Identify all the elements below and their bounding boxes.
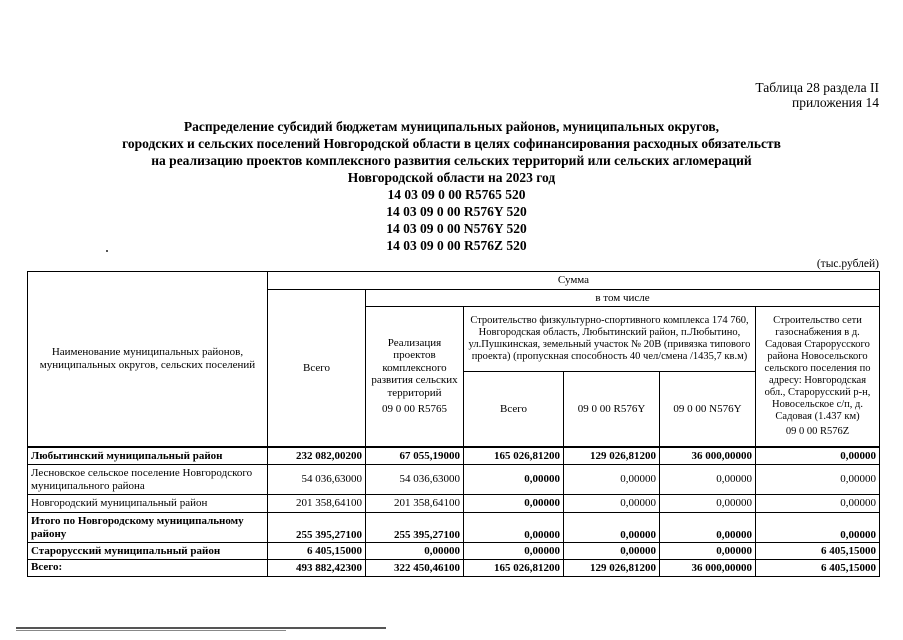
scan-speck: [106, 250, 108, 252]
document-title: [0, 118, 903, 254]
cell-value: 0,00000: [660, 513, 756, 543]
header-sport-code-1: 09 0 00 R576Y: [564, 372, 660, 447]
title-line-2: городских и сельских поселений Новгородской области в целях софинансирования расходных обязательств: [122, 136, 781, 151]
table-row: [28, 513, 880, 543]
cell-value: 129 026,81200: [564, 560, 660, 577]
cell-value: 0,00000: [464, 495, 564, 513]
cell-value: 493 882,42300: [268, 560, 366, 577]
cell-value: 0,00000: [564, 495, 660, 513]
cell-value: 0,00000: [660, 543, 756, 560]
header-sport-code-2: 09 0 00 N576Y: [660, 372, 756, 447]
caption-line-1: Таблица 28 раздела II: [755, 80, 879, 95]
cell-value: 67 055,19000: [366, 447, 464, 465]
header-sum: Сумма: [268, 272, 880, 290]
table-row: [28, 543, 880, 560]
header-gas: [756, 307, 880, 447]
header-sport: Строительство физкультурно-спортивного комплекса 174 760, Новгородская область, Любытинский район, п.Любытино, ул.Пушкинская, земельный участок № 20В (привязка типового проекта) (пропускная способность 40 чел/смена /1435,7 кв.м): [464, 307, 756, 372]
header-project: [366, 307, 464, 447]
table-row: [28, 465, 880, 495]
cell-value: 129 026,81200: [564, 447, 660, 465]
header-total: Всего: [268, 290, 366, 447]
table-row: [28, 560, 880, 577]
row-name: Итого по Новгородскому муниципальному району: [28, 513, 268, 543]
cell-value: 6 405,15000: [756, 560, 880, 577]
row-name: Старорусский муниципальный район: [28, 543, 268, 560]
cell-value: 0,00000: [464, 513, 564, 543]
cell-value: 0,00000: [756, 447, 880, 465]
header-including: в том числе: [366, 290, 880, 307]
title-line-1: Распределение субсидий бюджетам муниципальных районов, муниципальных округов,: [183, 119, 720, 134]
cell-value: 0,00000: [756, 513, 880, 543]
cell-value: 6 405,15000: [756, 543, 880, 560]
cell-value: 232 082,00200: [268, 447, 366, 465]
cell-value: 0,00000: [564, 513, 660, 543]
header-project-code: 09 0 00 R5765: [381, 403, 448, 416]
header-gas-code: 09 0 00 R576Z: [785, 425, 850, 437]
cell-value: 201 358,64100: [366, 495, 464, 513]
bottom-rule: [16, 627, 386, 629]
header-project-label: Реализация проектов комплексного развития сельских территорий: [371, 336, 458, 399]
cell-value: 0,00000: [564, 543, 660, 560]
cell-value: 0,00000: [464, 465, 564, 495]
budget-code-4: 14 03 09 0 00 R576Z 520: [386, 238, 527, 253]
cell-value: 6 405,15000: [268, 543, 366, 560]
cell-value: 54 036,63000: [366, 465, 464, 495]
title-line-4: Новгородской области на 2023 год: [347, 170, 556, 185]
cell-value: 255 395,27100: [366, 513, 464, 543]
cell-value: 0,00000: [660, 495, 756, 513]
cell-value: 0,00000: [756, 495, 880, 513]
row-name: Всего:: [28, 560, 268, 577]
budget-code-2: 14 03 09 0 00 R576Y 520: [386, 204, 527, 219]
cell-value: 165 026,81200: [464, 560, 564, 577]
header-gas-label: Строительство сети газоснабжения в д. Садовая Старорусского района Новосельского сельского поселения по адресу: Новгородская обл., Старорусский р-н, Новосельское с/п, д. Садовая (1.437 км): [764, 314, 871, 422]
unit-label: (тыс.рублей): [816, 258, 879, 270]
row-name: Любытинский муниципальный район: [28, 447, 268, 465]
cell-value: 0,00000: [660, 465, 756, 495]
header-sport-total: Всего: [464, 372, 564, 447]
cell-value: 0,00000: [756, 465, 880, 495]
title-line-3: на реализацию проектов комплексного развития сельских территорий или сельских агломераций: [151, 153, 752, 168]
budget-code-3: 14 03 09 0 00 N576Y 520: [386, 221, 527, 236]
cell-value: 36 000,00000: [660, 560, 756, 577]
cell-value: 322 450,46100: [366, 560, 464, 577]
header-name: Наименование муниципальных районов, муниципальных округов, сельских поселений: [28, 272, 268, 447]
table-row: [28, 447, 880, 465]
cell-value: 201 358,64100: [268, 495, 366, 513]
cell-value: 36 000,00000: [660, 447, 756, 465]
subsidy-table: [27, 271, 880, 577]
cell-value: 0,00000: [366, 543, 464, 560]
cell-value: 54 036,63000: [268, 465, 366, 495]
table-row: [28, 495, 880, 513]
row-name: Новгородский муниципальный район: [28, 495, 268, 513]
cell-value: 165 026,81200: [464, 447, 564, 465]
bottom-rule-thin: [16, 630, 286, 631]
cell-value: 255 395,27100: [268, 513, 366, 543]
caption-line-2: приложения 14: [791, 95, 879, 110]
budget-code-1: 14 03 09 0 00 R5765 520: [387, 187, 526, 202]
cell-value: 0,00000: [564, 465, 660, 495]
table-caption: [755, 80, 879, 110]
row-name: Лесновское сельское поселение Новгородского муниципального района: [28, 465, 268, 495]
cell-value: 0,00000: [464, 543, 564, 560]
